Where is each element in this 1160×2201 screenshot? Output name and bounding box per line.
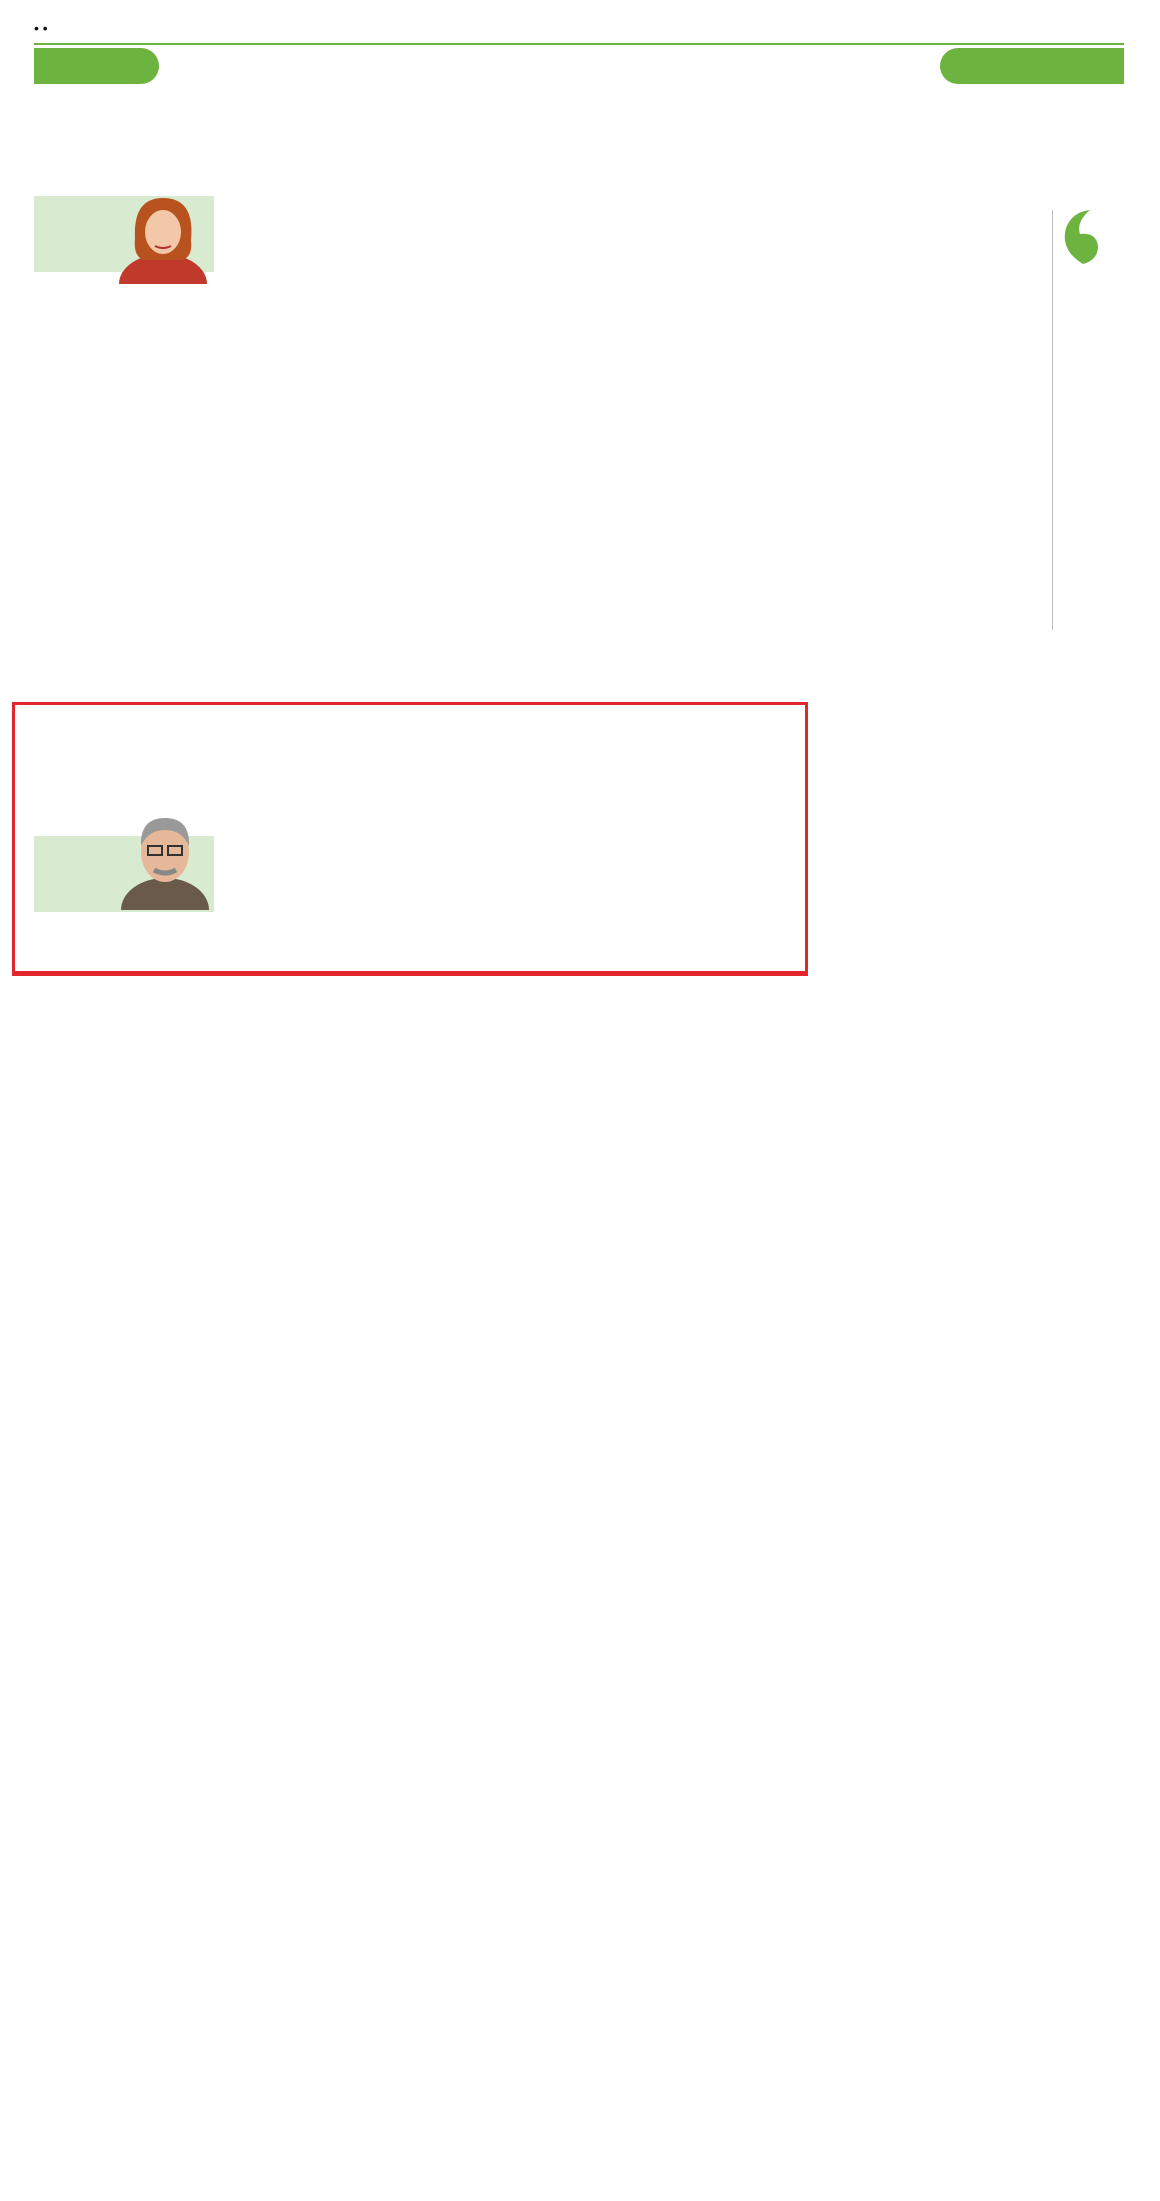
quote-icon [1060, 210, 1106, 264]
article1-col5 [872, 108, 1042, 684]
section-tab-debes-leer[interactable] [940, 48, 1124, 84]
divider [1052, 210, 1053, 630]
article1-col4 [640, 108, 860, 684]
section-tab-opinion[interactable] [34, 48, 159, 84]
article1-col1 [34, 296, 214, 726]
author-photo-rueda [115, 188, 211, 284]
article2-frame [12, 702, 808, 976]
article1-col2 [226, 198, 406, 684]
page-header: • • [34, 20, 48, 36]
header-rule [34, 43, 1124, 45]
article1-col3 [418, 198, 628, 684]
